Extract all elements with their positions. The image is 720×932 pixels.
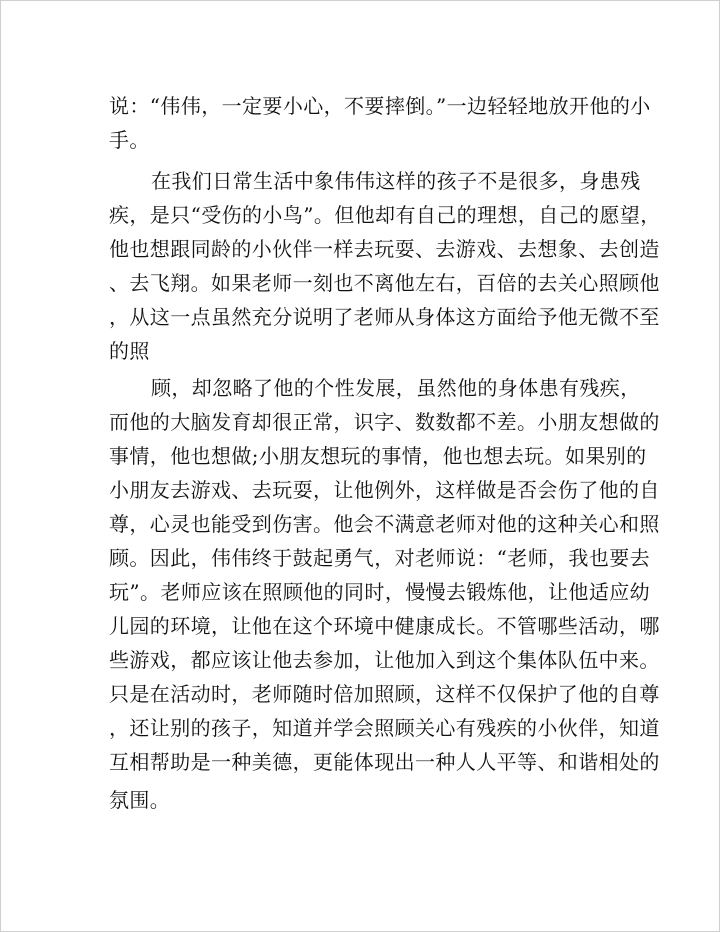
text-line: 的照 xyxy=(109,339,150,363)
text-line: 小朋友去游戏、去玩耍，让他例外，这样做是否会伤了他的自 xyxy=(109,478,660,502)
text-line: 说：“伟伟，一定要小心，不要摔倒。”一边轻轻地放开他的小 xyxy=(109,94,651,118)
text-line: 在我们日常生活中象伟伟这样的孩子不是很多，身患残 xyxy=(151,169,641,193)
text-line: 互相帮助是一种美德，更能体现出一种人人平等、和谐相处的 xyxy=(109,750,660,774)
text-line: 顾，却忽略了他的个性发展，虽然他的身体患有残疾， xyxy=(151,376,641,400)
text-line: 顾。因此，伟伟终于鼓起勇气，对老师说：“老师，我也要去 xyxy=(109,546,651,570)
text-line: ，还让别的孩子，知道并学会照顾关心有残疾的小伙伴，知道 xyxy=(109,716,660,740)
text-line: 而他的大脑发育却很正常，识字、数数都不差。小朋友想做的 xyxy=(109,410,660,434)
text-line: 事情，他也想做;小朋友想玩的事情，他也想去玩。如果别的 xyxy=(109,444,647,468)
text-line: 玩”。老师应该在照顾他的同时，慢慢去锻炼他，让他适应幼 xyxy=(109,580,651,604)
text-line: ，从这一点虽然充分说明了老师从身体这方面给予他无微不至 xyxy=(109,305,660,329)
text-line: 尊，心灵也能受到伤害。他会不满意老师对他的这种关心和照 xyxy=(109,512,660,536)
text-line: 疾，是只“受伤的小鸟”。但他却有自己的理想，自己的愿望， xyxy=(109,203,661,227)
text-line: 、去飞翔。如果老师一刻也不离他左右，百倍的去关心照顾他 xyxy=(109,271,660,295)
text-line: 只是在活动时，老师随时倍加照顾，这样不仅保护了他的自尊 xyxy=(109,682,660,706)
text-line: 儿园的环境，让他在这个环境中健康成长。不管哪些活动，哪 xyxy=(109,614,660,638)
text-line: 他也想跟同龄的小伙伴一样去玩耍、去游戏、去想象、去创造 xyxy=(109,237,660,261)
text-line: 些游戏，都应该让他去参加，让他加入到这个集体队伍中来。 xyxy=(109,648,660,672)
text-line: 手。 xyxy=(109,128,150,152)
text-line: 氛围。 xyxy=(109,788,171,812)
